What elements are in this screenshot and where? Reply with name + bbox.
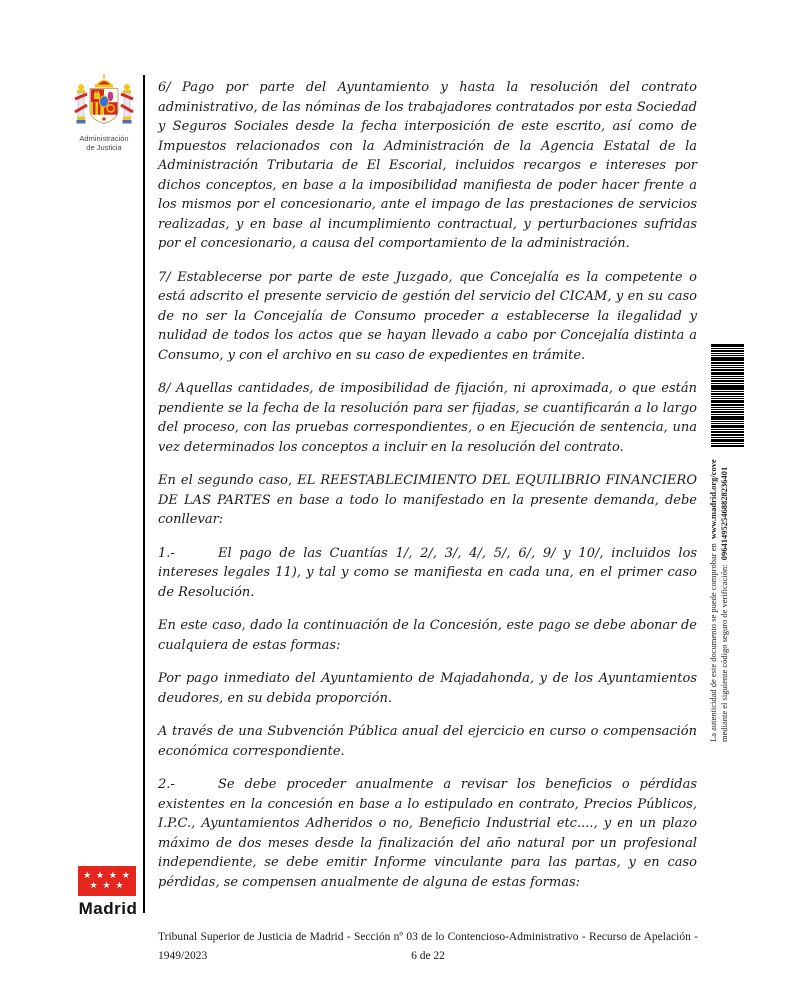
paragraph-8: 8/ Aquellas cantidades, de imposibilidad de fijación, ni aproximada, o que están pendiente se la fecha de la resolución para ser fijadas, se cuantificarán a lo largo del proceso, con las pruebas correspondientes, o en Ejecución de sentencia, una vez determinados los conceptos a incluir en la resolución del contrato. (158, 381, 697, 455)
madrid-logo (78, 866, 138, 919)
verification-line1 (708, 452, 719, 742)
footer-case-number: 1949/2023 (158, 950, 208, 962)
paragraph-6: 6/ Pago por parte del Ayuntamiento y hasta la resolución del contrato administrativo, de las nóminas de los trabajadores contratados por esta Sociedad y Seguros Sociales desde la fecha interposición de este escrito, así como de Impuestos relacionados con la Administración de la Agencia Estatal de la Administración Tributaria de El Escorial, incluidos recargos e intereses por dichos conceptos, en base a la imposibilidad manifiesta de poder hacer frente a los mismos por el concesionario, ante el impago de las prestaciones de servicios realizadas, y en base al incumplimiento contractual, y perturbaciones sufridas por el concesionario, a causa del comportamiento de la administración. (158, 80, 697, 251)
paragraph-immediate-payment: Por pago inmediato del Ayuntamiento de Majadahonda, y de los Ayuntamientos deudores, en su debida proporción. (158, 671, 697, 706)
page-footer (158, 928, 698, 966)
justice-administration-logo (72, 74, 136, 152)
document-body (158, 78, 697, 906)
paragraph-subsidy: A través de una Subvención Pública anual del ejercicio en curso o compensación económica correspondiente. (158, 724, 697, 759)
item-text: El pago de las Cuantías 1/, 2/, 3/, 4/, 5/, 6/, 9/ y 10/, incluidos los intereses legales 11), y tal y como se manifiesta en cada una, en el primer caso de Resolución. (158, 545, 697, 600)
footer-court-info: Tribunal Superior de Justicia de Madrid - Sección nº 03 de lo Contencioso-Administrativo - Recurso de Apelación - (158, 931, 698, 943)
madrid-stars-row2: ★ ★ ★ (89, 881, 125, 891)
madrid-label: Madrid (78, 899, 138, 918)
verification-url: www.madrid.org/cove (708, 459, 718, 540)
footer-second-line (158, 947, 698, 966)
list-item-1 (158, 544, 697, 603)
madrid-flag-icon (78, 866, 136, 896)
crest-caption-line2: de Justicia (86, 143, 122, 152)
verification-sidebar (708, 452, 732, 742)
paragraph-payment-forms: En este caso, dado la continuación de la Concesión, este pago se debe abonar de cualquiera de estas formas: (158, 618, 697, 653)
paragraph-second-case: En el segundo caso, EL REESTABLECIMIENTO DEL EQUILIBRIO FINANCIERO DE LAS PARTES en base a todo lo manifestado en la presente demanda, debe conllevar: (158, 473, 697, 527)
spanish-coat-of-arms-icon (73, 113, 135, 132)
list-item-2 (158, 775, 697, 892)
item-number: 1.- (158, 545, 175, 561)
crest-caption (72, 134, 136, 152)
item-number: 2.- (158, 777, 175, 792)
barcode-icon (711, 344, 744, 450)
verification-code: 0964149525468828236401 (719, 466, 729, 561)
madrid-stars-row1: ★ ★ ★ ★ (83, 871, 131, 881)
page-number: 6 de 22 (411, 950, 445, 962)
verification-line2-text: mediante el siguiente código seguro de verificación: (719, 564, 729, 742)
left-margin-rule (143, 75, 145, 913)
verification-line2 (719, 452, 730, 742)
verification-line1-text: La autenticidad de este documento se puede comprobar en (708, 543, 718, 742)
item-text: Se debe proceder anualmente a revisar los beneficios o pérdidas existentes en la concesión en base a lo estipulado en contrato, Precios Públicos, I.P.C., Ayuntamientos Adheridos o no, Beneficio Industrial etc...., y en un plazo máximo de dos meses desde la finalización del año natural por un profesional independiente, se debe emitir Informe vinculante para las partas, y en caso pérdidas, se compensen anualmente de alguna de estas formas: (158, 777, 697, 890)
paragraph-7: 7/ Establecerse por parte de este Juzgado, que Concejalía es la competente o está adscrito el presente servicio de gestión del servicio del CICAM, y en su caso de no ser la Concejalía de Consumo proceder a establecerse la ilegalidad y nulidad de todos los actos que se hayan llevado a cabo por Concejalía distinta a Consumo, y con el archivo en su caso de expedientes en trámite. (158, 269, 697, 363)
verification-text (708, 452, 732, 742)
crest-caption-line1: Administración (79, 134, 129, 143)
